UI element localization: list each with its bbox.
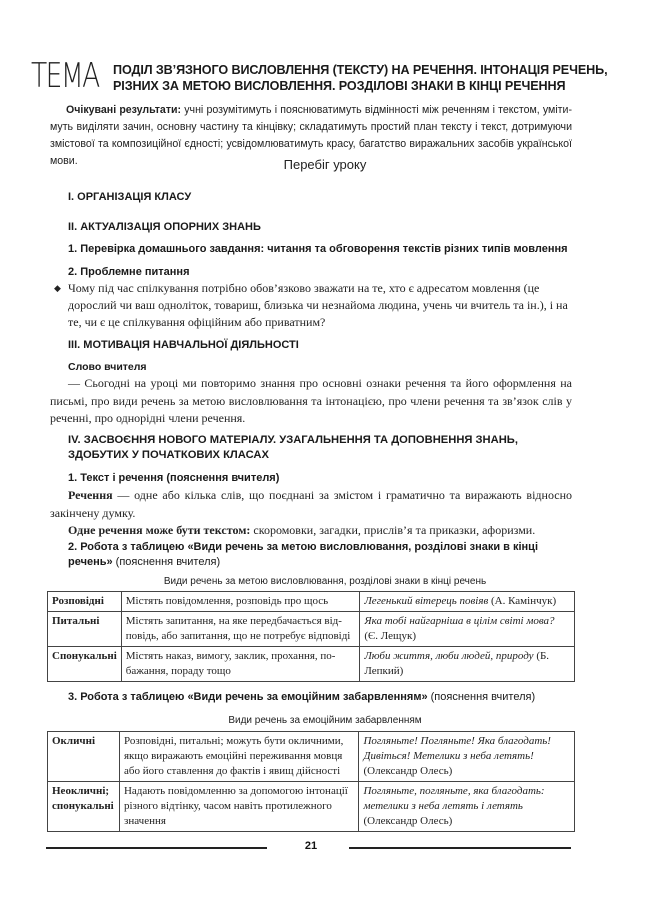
purpose-sentence-types-table [47, 591, 575, 682]
sentence-definition [50, 487, 572, 522]
expected-results-text: учні розумітимуть і пояснюватимуть відмінності між реченням і текстом, умітимуть виділяти зачин, основну частину та кінцівку; складатимуть простий план тексту і текст, дотримуючи змістової та композиційної єдності; усвідомлюватимуть красу, багатство виражальних засобів української мови. [50, 104, 572, 167]
example-cell [360, 592, 575, 612]
footer-rule-right [349, 847, 571, 849]
topic-title [113, 62, 623, 94]
section-4-3-heading-note: (пояснення вчителя) [427, 691, 536, 703]
table-row [48, 612, 575, 647]
section-2-1-heading: 1. Перевірка домашнього завдання: читання та обговорення текстів різних типів мовлення [68, 243, 568, 255]
table-row [48, 782, 575, 832]
table-row [48, 592, 575, 612]
section-4-2-heading-line-1: 2. Робота з таблицею «Види речень за метою висловлювання, розділові знаки в кінці [68, 541, 539, 553]
teacher-word-text: — Сьогодні на уроці ми повторимо знання про основні ознаки речення та його оформлення на письмі, про види речень за метою висловлювання та інтонацією, про члени речення та зв’язок слів у реченні, про однорідні члени речення. [50, 376, 572, 425]
sentence-type-cell: Неокличні; спонукальні [48, 782, 120, 832]
page-number: 21 [304, 840, 318, 852]
section-1-heading: I. ОРГАНІЗАЦІЯ КЛАСУ [68, 191, 192, 203]
example-cell [360, 647, 575, 682]
topic-header [31, 56, 621, 100]
example-author: (А. Камінчук) [488, 595, 557, 607]
example-quote: Люби життя, люби людей, природу [364, 650, 534, 662]
table-1-caption: Види речень за метою висловлювання, розділові знаки в кінці речень [163, 576, 487, 587]
example-quote: Легенький вітерець повіяв [364, 595, 489, 607]
section-4-2-heading-note: (пояснення вчителя) [112, 556, 221, 568]
sentence-type-cell: Окличні [48, 732, 120, 782]
description-cell: Містять запитання, на яке передбачається відповідь, або запитання, що не потребує відповіді [121, 612, 360, 647]
teacher-word-heading: Слово вчителя [68, 361, 147, 373]
sentence-type-cell: Розповідні [48, 592, 122, 612]
section-4-3-heading-bold: 3. Робота з таблицею «Види речень за емоційним забарвленням» [68, 691, 428, 703]
topic-title-line-2: РІЗНИХ ЗА МЕТОЮ ВИСЛОВЛЕННЯ. РОЗДІЛОВІ ЗНАКИ В КІНЦІ РЕЧЕННЯ [113, 79, 566, 93]
example-cell [359, 782, 575, 832]
section-4-heading-line-1: IV. ЗАСВОЄННЯ НОВОГО МАТЕРІАЛУ. УЗАГАЛЬНЕННЯ ТА ДОПОВНЕННЯ ЗНАНЬ, [68, 434, 518, 446]
lesson-heading: Перебіг уроку [283, 157, 367, 172]
footer-rule-left [46, 847, 267, 849]
section-2-heading: II. АКТУАЛІЗАЦІЯ ОПОРНИХ ЗНАНЬ [68, 221, 261, 233]
description-cell: Містять наказ, вимогу, заклик, прохання, побажання, пораду тощо [121, 647, 360, 682]
sentence-as-text-term: Одне речення може бути текстом: [68, 523, 251, 537]
example-cell [359, 732, 575, 782]
section-4-heading-line-2: ЗДОБУТИХ У ПОЧАТКОВИХ КЛАСАХ [68, 449, 269, 461]
emotional-sentence-types-table [47, 731, 575, 832]
section-4-1-heading: 1. Текст і речення (пояснення вчителя) [68, 472, 280, 484]
sentence-as-text-examples: скоромовки, загадки, прислів’я та приказки, афоризми. [250, 523, 536, 537]
description-cell: Надають повідомленню за допомогою інтонації різного відтінку, часом навіть протилежного значення [119, 782, 358, 832]
problem-question [54, 280, 572, 331]
example-author: (Б. Лепкий) [364, 650, 550, 677]
section-2-2-heading: 2. Проблемне питання [68, 266, 190, 278]
problem-question-text: Чому під час спілкування потрібно обов’язково зважати на те, хто є адресатом мовлення (це дорослий чи ваш одноліток, товариш, близька чи незнайома людина, учень чи вчитель та ін.), і на те, чи є це спілкування офіційним або приватним? [68, 281, 568, 329]
diamond-bullet-icon: ◆ [54, 283, 61, 293]
section-4-2-heading [68, 540, 538, 570]
section-4-2-heading-bold: речень» [68, 556, 113, 568]
example-quote: Погляньте! Погляньте! Яка благодать! Дивіться! Метелики з неба летять! [363, 735, 551, 762]
example-author: (Олександр Олесь) [363, 765, 453, 777]
sentence-term: Речення [68, 488, 113, 502]
sentence-definition-text: — одне або кілька слів, що поєднані за змістом і граматично та виражають відносно закінчену думку. [50, 488, 572, 520]
description-cell: Розповідні, питальні; можуть бути окличними, якщо виражають емоційні переживання мовця або його ставлення до фактів і явищ дійсності [119, 732, 358, 782]
topic-title-line-1: ПОДІЛ ЗВ’ЯЗНОГО ВИСЛОВЛЕННЯ (ТЕКСТУ) НА РЕЧЕННЯ. ІНТОНАЦІЯ РЕЧЕНЬ, [113, 63, 608, 77]
section-4-heading [68, 433, 518, 463]
example-author: (Є. Лещук) [364, 630, 417, 642]
table-row [48, 732, 575, 782]
section-3-heading: III. МОТИВАЦІЯ НАВЧАЛЬНОЇ ДІЯЛЬНОСТІ [68, 339, 299, 351]
description-cell: Містять повідомлення, розповідь про щось [121, 592, 360, 612]
expected-results-label: Очікувані результати: [66, 104, 182, 116]
section-4-2-heading-line-2 [68, 555, 538, 570]
example-quote: Погляньте, погляньте, яка благодать: метелики з неба летять і летять [363, 785, 545, 812]
example-quote: Яка тобі найгарніша в цілім світі мова? [364, 615, 555, 627]
sentence-as-text-note [50, 522, 572, 540]
table-2-caption: Види речень за емоційним забарвленням [228, 715, 422, 726]
section-4-3-heading [68, 690, 535, 705]
example-cell [360, 612, 575, 647]
example-author: (Олександр Олесь) [363, 815, 453, 827]
table-row [48, 647, 575, 682]
sentence-type-cell: Питальні [48, 612, 122, 647]
topic-label: ТЕМА [31, 56, 99, 96]
sentence-type-cell: Спонукальні [48, 647, 122, 682]
